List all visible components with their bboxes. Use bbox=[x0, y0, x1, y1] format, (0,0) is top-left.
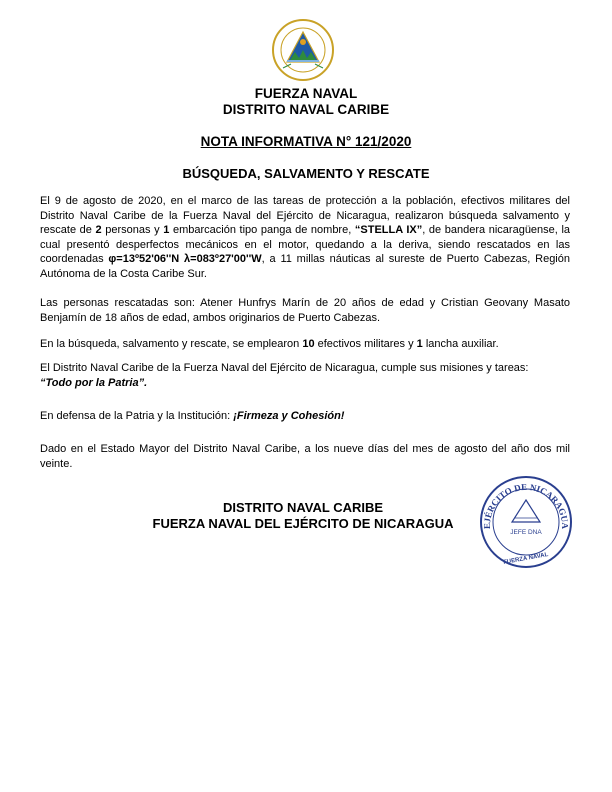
nicaragua-coat-of-arms-icon bbox=[271, 18, 335, 82]
vessel-name: “STELLA IX” bbox=[354, 224, 423, 237]
paragraph-1: El 9 de agosto de 2020, en el marco de las tareas de protección a la población, efectivos militares del Distrito Naval Caribe de la Fuerza Naval del Ejército de Nicaragua, realizaron búsqueda salvamento y rescate de 2 personas y 1 embarcación tipo panga de nombre, “STELLA IX”, de bandera nicaragüense, la cual presentó desperfectos mecánicos en el motor, quedando a la deriva, siendo rescatados en las coordenadas φ=13º52'06''N λ=083º27'00''W, a 11 millas náuticas al sureste de Puerto Cabezas, Región Autónoma de la Costa Caribe Sur. bbox=[40, 195, 571, 280]
paragraph-6: Dado en el Estado Mayor del Distrito Naval Caribe, a los nueve días del mes de agosto del año dos mil veinte. bbox=[40, 443, 570, 470]
note-title: NOTA INFORMATIVA N° 121/2020 bbox=[200, 134, 412, 149]
header-line-1: FUERZA NAVAL bbox=[254, 86, 358, 101]
signature-line-2: FUERZA NAVAL DEL EJÉRCITO DE NICARAGUA bbox=[152, 516, 454, 531]
header-line-2: DISTRITO NAVAL CARIBE bbox=[222, 102, 390, 117]
paragraph-3: En la búsqueda, salvamento y rescate, se emplearon 10 efectivos militares y 1 lancha auxiliar. bbox=[40, 338, 499, 350]
persons-count: 2 bbox=[95, 224, 102, 237]
military-count: 10 bbox=[302, 338, 315, 350]
stamp-bottom-text: FUERZA NAVAL bbox=[502, 552, 549, 566]
subject-title: BÚSQUEDA, SALVAMENTO Y RESCATE bbox=[182, 166, 430, 181]
motto-1: “Todo por la Patria”. bbox=[40, 376, 148, 389]
motto-2: ¡Firmeza y Cohesión! bbox=[233, 410, 345, 422]
paragraph-5: En defensa de la Patria y la Institución: ¡Firmeza y Cohesión! bbox=[40, 410, 345, 422]
launch-count: 1 bbox=[416, 338, 423, 350]
signature-line-1: DISTRITO NAVAL CARIBE bbox=[222, 500, 384, 515]
vessel-count: 1 bbox=[163, 224, 170, 237]
stamp-center-text: JEFE DNA bbox=[510, 529, 542, 536]
stamp-ring-text: EJÉRCITO DE NICARAGUA bbox=[481, 481, 571, 530]
paragraph-2: Las personas rescatadas son: Atener Hunfrys Marín de 20 años de edad y Cristian Geovany Masato Benjamín de 18 años de edad, ambos originarios de Puerto Cabezas. bbox=[40, 297, 570, 324]
coordinates: φ=13º52'06''N λ=083º27'00''W bbox=[108, 253, 262, 266]
official-stamp-icon bbox=[478, 474, 574, 570]
paragraph-4: El Distrito Naval Caribe de la Fuerza Naval del Ejército de Nicaragua, cumple sus misiones y tareas: “Todo por la Patria”. bbox=[40, 362, 529, 389]
